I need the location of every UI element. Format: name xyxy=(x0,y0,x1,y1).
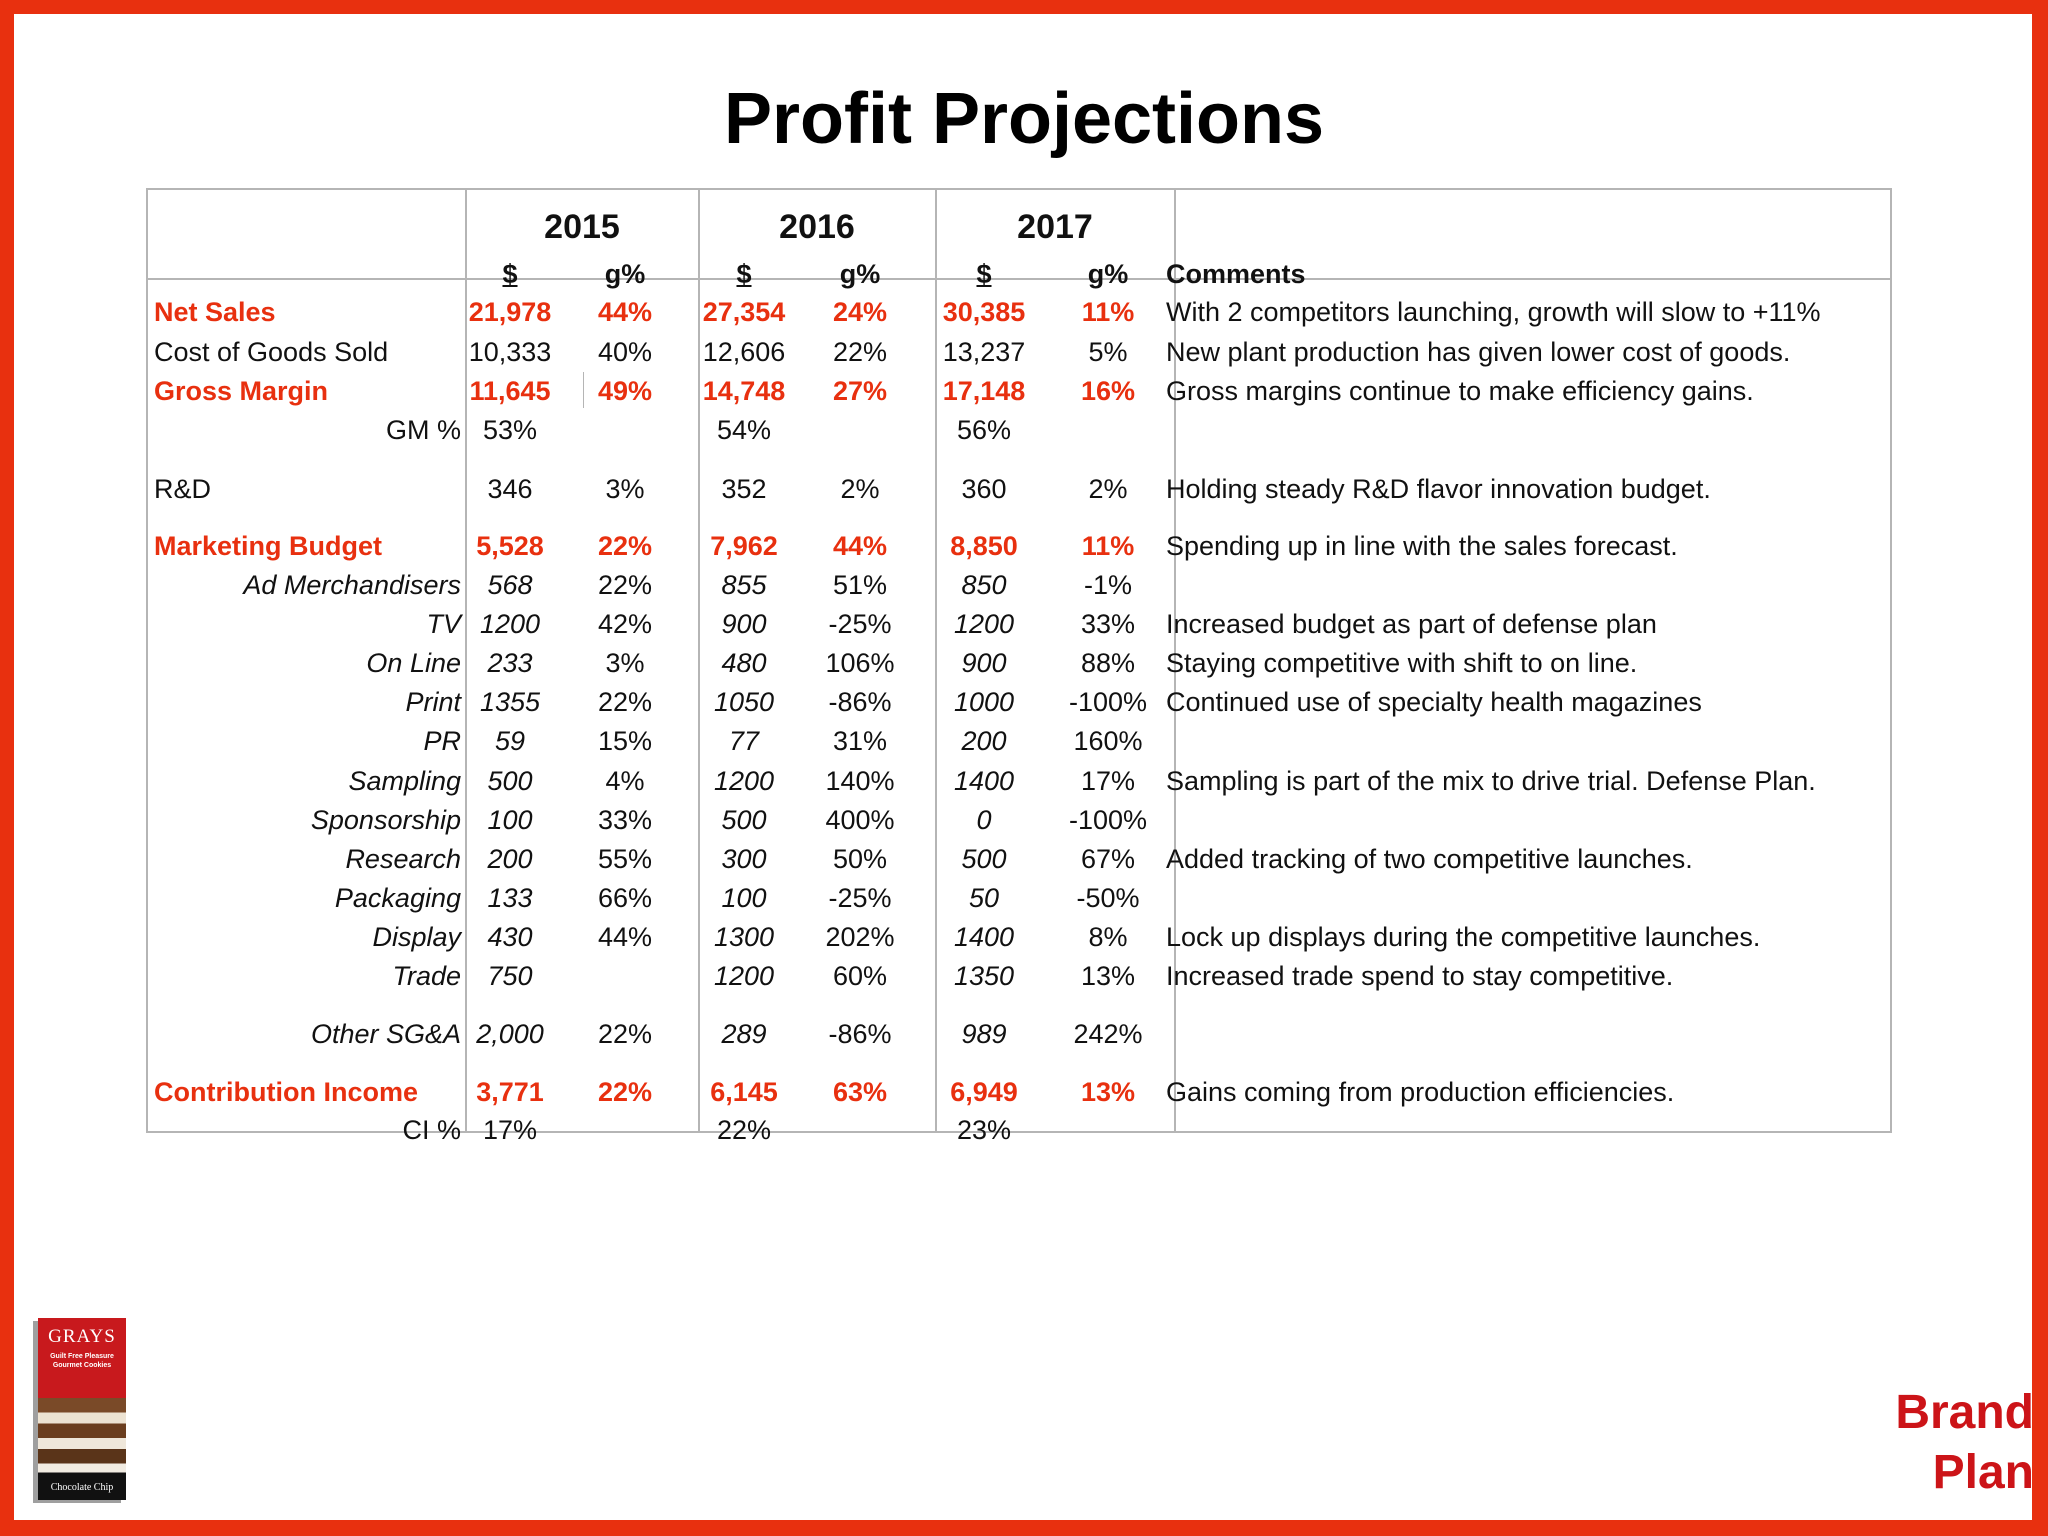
growth-header-2016: g% xyxy=(839,259,881,289)
growth-cell-2016: 31% xyxy=(832,726,888,756)
dollar-cell-2016: 289 xyxy=(721,1019,767,1049)
dollar-cell-2015: 17% xyxy=(482,1115,538,1145)
dollar-cell-2016: 300 xyxy=(721,844,767,874)
comment-cell: Continued use of specialty health magazines xyxy=(1166,687,1702,717)
comment-cell: Spending up in line with the sales forecast. xyxy=(1166,531,1678,561)
dollar-cell-2016: 1300 xyxy=(713,922,775,952)
dollar-cell-2015: 568 xyxy=(487,570,533,600)
row-label: TV xyxy=(426,609,461,639)
comment-cell: Increased budget as part of defense plan xyxy=(1166,609,1657,639)
dollar-cell-2017: 50 xyxy=(968,883,1000,913)
dollar-cell-2015: 430 xyxy=(487,922,533,952)
growth-cell-2017: 88% xyxy=(1080,648,1136,678)
dollar-cell-2016: 100 xyxy=(721,883,767,913)
comment-cell: Gross margins continue to make efficiency gains. xyxy=(1166,376,1754,406)
row-label: On Line xyxy=(366,648,461,678)
brand-line-2: Plan xyxy=(1932,1446,2034,1499)
growth-cell-2016: 50% xyxy=(832,844,888,874)
dollar-cell-2016: 6,145 xyxy=(710,1077,778,1107)
growth-cell-2017: 67% xyxy=(1080,844,1136,874)
dollar-header-2015: $ xyxy=(502,259,518,289)
dollar-cell-2016: 855 xyxy=(721,570,767,600)
growth-cell-2017: 242% xyxy=(1073,1019,1143,1049)
dollar-cell-2015: 500 xyxy=(487,766,533,796)
growth-cell-2017: 33% xyxy=(1080,609,1136,639)
growth-cell-2017: -100% xyxy=(1068,687,1148,717)
dollar-cell-2015: 233 xyxy=(487,648,533,678)
dollar-cell-2016: 14,748 xyxy=(702,376,786,406)
dollar-cell-2015: 100 xyxy=(487,805,533,835)
dollar-cell-2017: 8,850 xyxy=(950,531,1018,561)
dollar-cell-2016: 1050 xyxy=(713,687,775,717)
row-label: Sponsorship xyxy=(310,805,461,835)
growth-cell-2017: 5% xyxy=(1088,337,1128,367)
row-label: Display xyxy=(372,922,461,952)
growth-cell-2016: -25% xyxy=(828,883,892,913)
comment-cell: Holding steady R&D flavor innovation budget. xyxy=(1166,474,1711,504)
dollar-cell-2016: 900 xyxy=(721,609,767,639)
dollar-cell-2015: 133 xyxy=(487,883,533,913)
dollar-cell-2017: 1000 xyxy=(953,687,1015,717)
dollar-cell-2016: 7,962 xyxy=(710,531,778,561)
growth-cell-2017: 13% xyxy=(1080,961,1136,991)
dollar-cell-2016: 27,354 xyxy=(702,297,786,327)
growth-cell-2015: 44% xyxy=(597,297,653,327)
growth-cell-2016: -25% xyxy=(828,609,892,639)
dollar-cell-2017: 500 xyxy=(961,844,1007,874)
dollar-cell-2017: 13,237 xyxy=(942,337,1026,367)
dollar-cell-2017: 6,949 xyxy=(950,1077,1018,1107)
growth-cell-2017: -100% xyxy=(1068,805,1148,835)
dollar-cell-2015: 2,000 xyxy=(476,1019,544,1049)
growth-cell-2016: 106% xyxy=(825,648,895,678)
growth-cell-2015: 3% xyxy=(605,474,645,504)
dollar-cell-2016: 1200 xyxy=(713,961,775,991)
comment-cell: Sampling is part of the mix to drive trial. Defense Plan. xyxy=(1166,766,1816,796)
growth-cell-2015: 44% xyxy=(597,922,653,952)
comment-cell: With 2 competitors launching, growth will slow to +11% xyxy=(1166,297,1821,327)
growth-cell-2016: 202% xyxy=(825,922,895,952)
dollar-cell-2015: 200 xyxy=(487,844,533,874)
growth-cell-2015: 40% xyxy=(597,337,653,367)
growth-cell-2015: 55% xyxy=(597,844,653,874)
growth-cell-2016: 44% xyxy=(832,531,888,561)
growth-header-2015: g% xyxy=(604,259,646,289)
row-label: CI % xyxy=(402,1115,461,1145)
dollar-cell-2016: 12,606 xyxy=(702,337,786,367)
growth-cell-2015: 22% xyxy=(597,1019,653,1049)
row-label: Ad Merchandisers xyxy=(243,570,461,600)
dollar-cell-2015: 53% xyxy=(482,415,538,445)
dollar-cell-2016: 352 xyxy=(721,474,767,504)
row-label: Marketing Budget xyxy=(154,531,383,561)
row-label: PR xyxy=(423,726,461,756)
dollar-cell-2015: 21,978 xyxy=(468,297,552,327)
growth-cell-2017: -1% xyxy=(1083,570,1132,600)
dollar-cell-2015: 11,645 xyxy=(469,376,551,406)
dollar-cell-2016: 77 xyxy=(728,726,760,756)
dollar-header-2016: $ xyxy=(736,259,752,289)
year-header-2016: 2016 xyxy=(779,208,855,246)
comment-cell: New plant production has given lower cost of goods. xyxy=(1166,337,1791,367)
dollar-cell-2017: 850 xyxy=(961,570,1007,600)
comments-header: Comments xyxy=(1166,259,1306,289)
row-label: Trade xyxy=(392,961,461,991)
dollar-cell-2016: 22% xyxy=(716,1115,772,1145)
row-label: Net Sales xyxy=(154,297,276,327)
logo-flavor: Chocolate Chip xyxy=(50,1482,114,1493)
growth-cell-2017: 2% xyxy=(1088,474,1128,504)
comment-cell: Gains coming from production efficiencies. xyxy=(1166,1077,1675,1107)
dollar-cell-2015: 750 xyxy=(487,961,533,991)
dollar-cell-2017: 900 xyxy=(961,648,1007,678)
dollar-cell-2017: 1200 xyxy=(953,609,1015,639)
comment-cell: Added tracking of two competitive launches. xyxy=(1166,844,1693,874)
dollar-cell-2017: 360 xyxy=(961,474,1007,504)
growth-cell-2017: 11% xyxy=(1081,531,1135,561)
row-label: Cost of Goods Sold xyxy=(154,337,389,367)
growth-cell-2015: 49% xyxy=(597,376,653,406)
dollar-cell-2017: 0 xyxy=(976,805,992,835)
growth-cell-2015: 22% xyxy=(597,531,653,561)
growth-cell-2015: 66% xyxy=(597,883,653,913)
dollar-cell-2017: 200 xyxy=(961,726,1007,756)
brand-plan-label xyxy=(1895,1383,2034,1503)
growth-cell-2015: 33% xyxy=(597,805,653,835)
growth-cell-2016: 51% xyxy=(832,570,888,600)
comment-cell: Increased trade spend to stay competitive. xyxy=(1166,961,1674,991)
growth-cell-2015: 22% xyxy=(597,1077,653,1107)
dollar-cell-2017: 1400 xyxy=(953,766,1015,796)
growth-cell-2016: 2% xyxy=(840,474,880,504)
growth-cell-2015: 4% xyxy=(605,766,645,796)
growth-cell-2016: 22% xyxy=(832,337,888,367)
grays-cookie-package-logo xyxy=(38,1318,126,1500)
growth-cell-2015: 42% xyxy=(597,609,653,639)
growth-cell-2017: 17% xyxy=(1080,766,1136,796)
growth-cell-2016: 27% xyxy=(832,376,888,406)
dollar-cell-2017: 56% xyxy=(956,415,1012,445)
growth-cell-2016: 63% xyxy=(832,1077,888,1107)
dollar-cell-2016: 1200 xyxy=(713,766,775,796)
growth-cell-2016: 140% xyxy=(825,766,895,796)
dollar-cell-2015: 10,333 xyxy=(468,337,552,367)
growth-cell-2017: 160% xyxy=(1073,726,1143,756)
row-label: Packaging xyxy=(334,883,461,913)
dollar-cell-2017: 989 xyxy=(961,1019,1007,1049)
dollar-cell-2015: 346 xyxy=(487,474,533,504)
dollar-cell-2015: 5,528 xyxy=(476,531,544,561)
growth-cell-2017: -50% xyxy=(1076,883,1140,913)
row-label: Research xyxy=(345,844,461,874)
dollar-cell-2017: 30,385 xyxy=(942,297,1026,327)
dollar-cell-2016: 480 xyxy=(721,648,767,678)
dollar-cell-2017: 1350 xyxy=(953,961,1015,991)
year-header-2015: 2015 xyxy=(544,208,620,246)
growth-cell-2015: 22% xyxy=(597,687,653,717)
row-label: Print xyxy=(405,687,461,717)
row-label: Other SG&A xyxy=(310,1019,461,1049)
growth-cell-2016: 24% xyxy=(832,297,888,327)
growth-cell-2017: 8% xyxy=(1088,922,1128,952)
logo-name: GRAYS xyxy=(48,1326,116,1347)
growth-cell-2016: 60% xyxy=(832,961,888,991)
dollar-cell-2017: 23% xyxy=(956,1115,1012,1145)
dollar-cell-2015: 1200 xyxy=(479,609,541,639)
growth-cell-2017: 11% xyxy=(1081,297,1135,327)
dollar-cell-2016: 500 xyxy=(721,805,767,835)
dollar-cell-2017: 17,148 xyxy=(942,376,1026,406)
growth-cell-2016: 400% xyxy=(825,805,895,835)
dollar-cell-2017: 1400 xyxy=(953,922,1015,952)
growth-header-2017: g% xyxy=(1087,259,1129,289)
comment-cell: Lock up displays during the competitive launches. xyxy=(1166,922,1761,952)
row-label: GM % xyxy=(385,415,461,445)
growth-cell-2017: 13% xyxy=(1080,1077,1136,1107)
growth-cell-2016: -86% xyxy=(828,687,892,717)
dollar-cell-2015: 1355 xyxy=(479,687,541,717)
year-header-2017: 2017 xyxy=(1017,208,1093,246)
page-title: Profit Projections xyxy=(723,79,1325,159)
dollar-cell-2015: 59 xyxy=(494,726,526,756)
row-label: R&D xyxy=(154,474,212,504)
growth-cell-2015: 22% xyxy=(597,570,653,600)
row-label: Sampling xyxy=(348,766,461,796)
brand-line-1: Brand xyxy=(1895,1386,2034,1439)
growth-cell-2017: 16% xyxy=(1080,376,1136,406)
growth-cell-2016: -86% xyxy=(828,1019,892,1049)
dollar-cell-2015: 3,771 xyxy=(476,1077,544,1107)
growth-cell-2015: 15% xyxy=(597,726,653,756)
growth-cell-2015: 3% xyxy=(605,648,645,678)
row-label: Contribution Income xyxy=(154,1077,418,1107)
comment-cell: Staying competitive with shift to on line. xyxy=(1166,648,1638,678)
logo-tagline: Guilt Free Pleasure Gourmet Cookies xyxy=(50,1353,114,1369)
dollar-header-2017: $ xyxy=(976,259,992,289)
dollar-cell-2016: 54% xyxy=(716,415,772,445)
row-label: Gross Margin xyxy=(154,376,329,406)
